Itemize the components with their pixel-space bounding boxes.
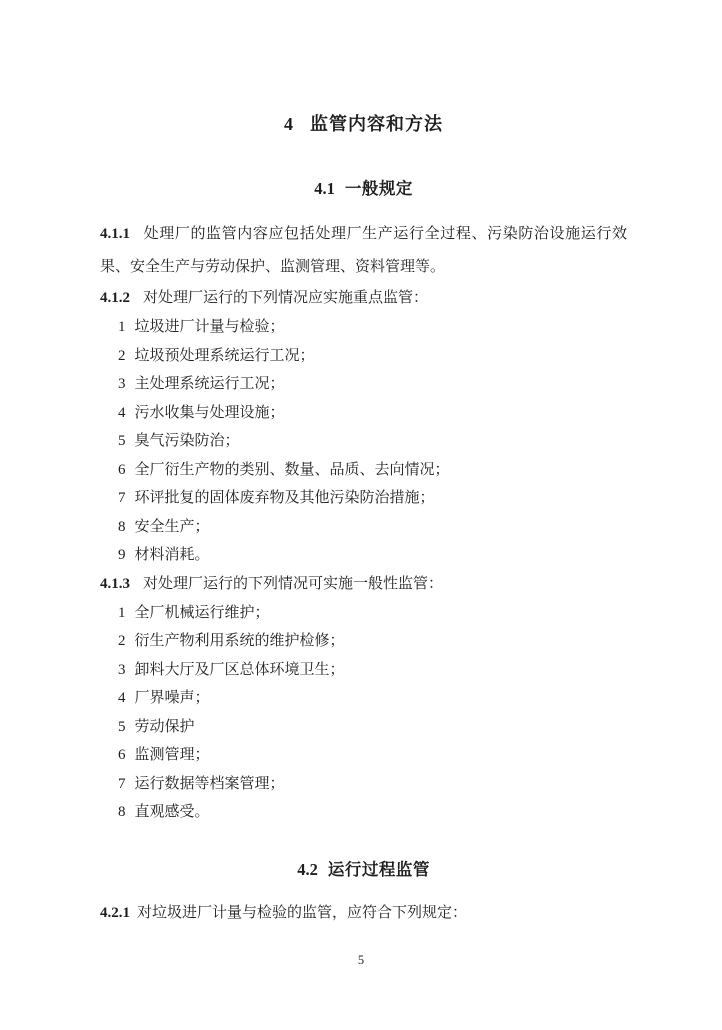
item-number: 2 — [118, 633, 126, 649]
list-item — [118, 656, 627, 685]
item-text: 垃圾预处理系统运行工况； — [134, 347, 315, 364]
clause-text: 对处理厂运行的下列情况可实施一般性监管： — [143, 575, 444, 592]
list-item — [118, 599, 627, 628]
list-item — [118, 741, 627, 770]
section-heading-4-1 — [100, 176, 627, 202]
list-item — [118, 541, 627, 570]
clause-text: 对处理厂运行的下列情况应实施重点监管： — [143, 290, 429, 306]
clause-number: 4.1.3 — [100, 575, 130, 592]
item-number: 1 — [118, 604, 126, 621]
item-text: 劳动保护 — [134, 718, 195, 735]
section-title: 一般规定 — [344, 180, 413, 198]
list-item — [118, 798, 627, 827]
clause-number: 4.2.1 — [100, 904, 130, 921]
list-item — [118, 484, 627, 513]
item-text: 全厂衍生产物的类别、数量、品质、去向情况； — [134, 461, 450, 478]
clause-text: 处理厂的监管内容应包括处理厂生产运行全过程、污染防治设施运行效果、安全生产与劳动保护、监测管理、资料管理等。 — [100, 226, 627, 275]
item-number: 6 — [118, 747, 126, 763]
list-item — [118, 627, 627, 656]
section-heading-4-2 — [100, 857, 627, 883]
list-item — [118, 456, 627, 485]
clause-4-1-3 — [100, 570, 627, 599]
item-number: 6 — [118, 461, 126, 478]
clause-number: 4.1.2 — [100, 290, 130, 306]
clause-number: 4.1.1 — [100, 226, 130, 242]
clause-4-2-1 — [100, 899, 627, 928]
section-number: 4.1 — [314, 179, 335, 198]
list-item — [118, 684, 627, 713]
item-number: 5 — [118, 718, 126, 735]
item-number: 7 — [118, 490, 126, 506]
item-number: 4 — [118, 404, 126, 421]
item-text: 监测管理； — [134, 747, 210, 763]
item-number: 1 — [118, 319, 126, 335]
page-number: 5 — [357, 953, 365, 967]
item-number: 4 — [118, 690, 126, 706]
item-text: 臭气污染防治； — [134, 433, 240, 449]
clause-4-1-1 — [100, 218, 627, 284]
item-number: 2 — [118, 347, 126, 364]
item-text: 主处理系统运行工况； — [134, 376, 285, 392]
clause-4-1-2-items — [100, 313, 627, 570]
item-text: 全厂机械运行维护； — [134, 604, 270, 621]
item-text: 环评批复的固体废弃物及其他污染防治措施； — [134, 490, 435, 506]
item-number: 9 — [118, 547, 126, 563]
item-text: 厂界噪声； — [134, 690, 210, 706]
list-item — [118, 513, 627, 542]
item-text: 安全生产； — [134, 518, 210, 535]
section-number: 4.2 — [297, 859, 318, 879]
item-number: 5 — [118, 433, 126, 449]
chapter-heading — [100, 110, 627, 138]
list-item — [118, 427, 627, 456]
item-text: 衍生产物利用系统的维护检修； — [134, 633, 345, 649]
item-text: 卸料大厅及厂区总体环境卫生； — [134, 661, 345, 678]
item-text: 直观感受。 — [134, 804, 210, 820]
list-item — [118, 713, 627, 742]
list-item — [118, 399, 627, 428]
item-text: 污水收集与处理设施； — [134, 404, 285, 421]
item-text: 运行数据等档案管理； — [134, 775, 285, 792]
item-number: 8 — [118, 518, 126, 535]
item-number: 3 — [118, 661, 126, 678]
item-text: 材料消耗。 — [134, 547, 210, 563]
item-number: 3 — [118, 376, 126, 392]
section-title: 运行过程监管 — [327, 860, 430, 879]
chapter-number: 4 — [284, 114, 293, 134]
list-item — [118, 370, 627, 399]
clause-4-1-2 — [100, 284, 627, 313]
clause-text: 对垃圾进厂计量与检验的监管，应符合下列规定： — [137, 904, 468, 921]
list-item — [118, 770, 627, 799]
list-item — [118, 342, 627, 371]
chapter-title: 监管内容和方法 — [310, 114, 443, 134]
list-item — [118, 313, 627, 342]
clause-4-1-3-items — [100, 599, 627, 827]
item-number: 8 — [118, 804, 126, 820]
item-number: 7 — [118, 775, 126, 792]
item-text: 垃圾进厂计量与检验； — [134, 319, 285, 335]
